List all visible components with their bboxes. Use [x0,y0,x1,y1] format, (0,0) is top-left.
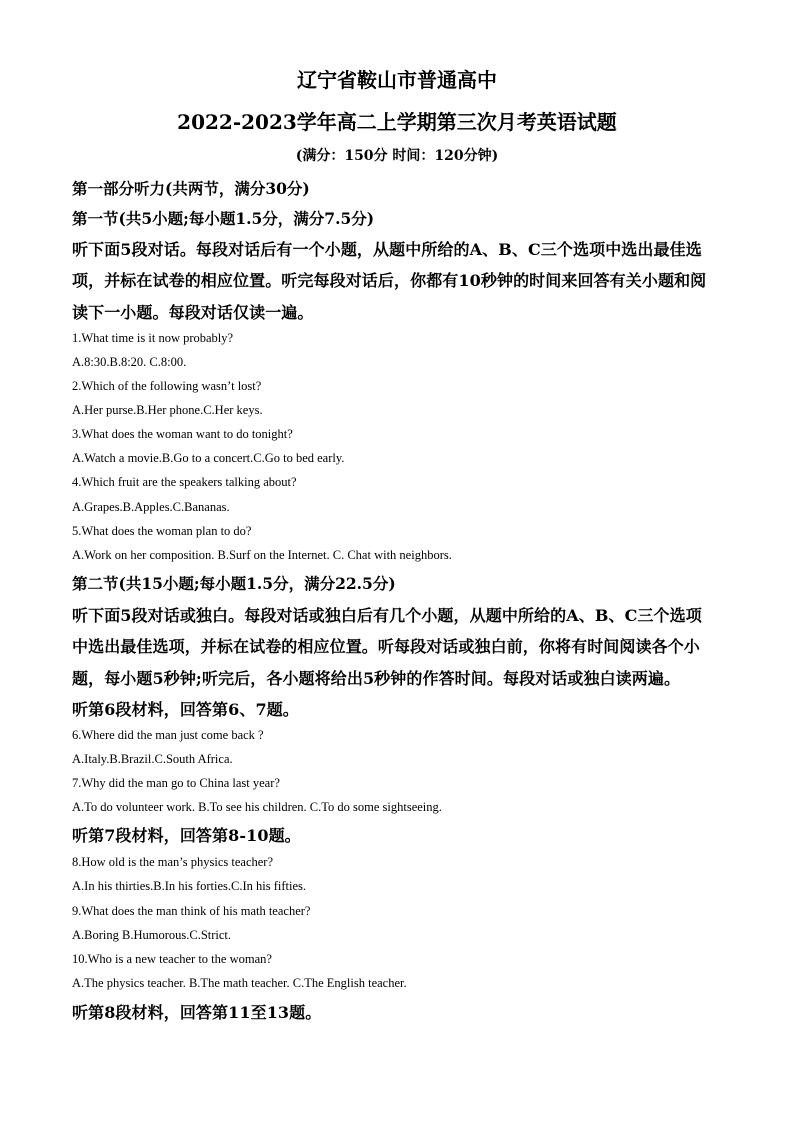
question-2: 2.Which of the following wasn’t lost? [72,379,262,393]
question-4: 4.Which fruit are the speakers talking about? [72,475,297,489]
exam-score-time: (满分：150分 时间：120分钟) [295,148,499,164]
material-6-heading: 听第6段材料，回答第6、7题。 [72,700,299,719]
question-3: 3.What does the woman want to do tonight? [72,427,293,441]
options-2: A.Her purse.B.Her phone.C.Her keys. [72,403,263,417]
section2-instruction-line: 中选出最佳选项，并标在试卷的相应位置。听每段对话或独白前，你将有时间阅读各个小 [72,637,700,656]
question-10: 10.Who is a new teacher to the woman? [72,952,272,966]
options-6: A.Italy.B.Brazil.C.South Africa. [72,752,233,766]
options-5: A.Work on her composition. B.Surf on the Internet. C. Chat with neighbors. [72,548,452,562]
material-7-heading: 听第7段材料，回答第8-10题。 [72,826,301,845]
section2-instruction-line: 听下面5段对话或独白。每段对话或独白后有几个小题，从题中所给的A、B、C三个选项 [72,606,702,625]
exam-title-subject: 2022-2023学年高二上学期第三次月考英语试题 [177,110,617,134]
section2-instruction-line: 题，每小题5秒钟;听完后，各小题将给出5秒钟的作答时间。每段对话或独白读两遍。 [72,669,681,688]
section1-heading: 第一节(共5小题;每小题1.5分，满分7.5分) [72,209,375,228]
options-10: A.The physics teacher. B.The math teacher. C.The English teacher. [72,976,407,990]
exam-title-region: 辽宁省鞍山市普通高中 [297,68,497,92]
question-8: 8.How old is the man’s physics teacher? [72,855,273,869]
section1-instruction-line: 听下面5段对话。每段对话后有一个小题，从题中所给的A、B、C三个选项中选出最佳选 [72,240,702,259]
options-3: A.Watch a movie.B.Go to a concert.C.Go to bed early. [72,451,345,465]
part1-heading: 第一部分听力(共两节，满分30分) [72,179,310,198]
options-7: A.To do volunteer work. B.To see his children. C.To do some sightseeing. [72,800,442,814]
options-1: A.8:30.B.8:20. C.8:00. [72,355,187,369]
section2-heading: 第二节(共15小题;每小题1.5分，满分22.5分) [72,574,396,593]
question-1: 1.What time is it now probably? [72,331,234,345]
question-7: 7.Why did the man go to China last year? [72,776,280,790]
section1-instruction-line: 读下一小题。每段对话仅读一遍。 [72,303,314,322]
options-4: A.Grapes.B.Apples.C.Bananas. [72,500,230,514]
question-9: 9.What does the man think of his math teacher? [72,904,311,918]
options-9: A.Boring B.Humorous.C.Strict. [72,928,232,942]
options-8: A.In his thirties.B.In his forties.C.In his fifties. [72,879,307,893]
section1-instruction-line: 项，并标在试卷的相应位置。听完每段对话后，你都有10秒钟的时间来回答有关小题和阅 [72,271,707,290]
material-8-heading: 听第8段材料，回答第11至13题。 [72,1003,322,1022]
question-5: 5.What does the woman plan to do? [72,524,252,538]
question-6: 6.Where did the man just come back ? [72,728,264,742]
